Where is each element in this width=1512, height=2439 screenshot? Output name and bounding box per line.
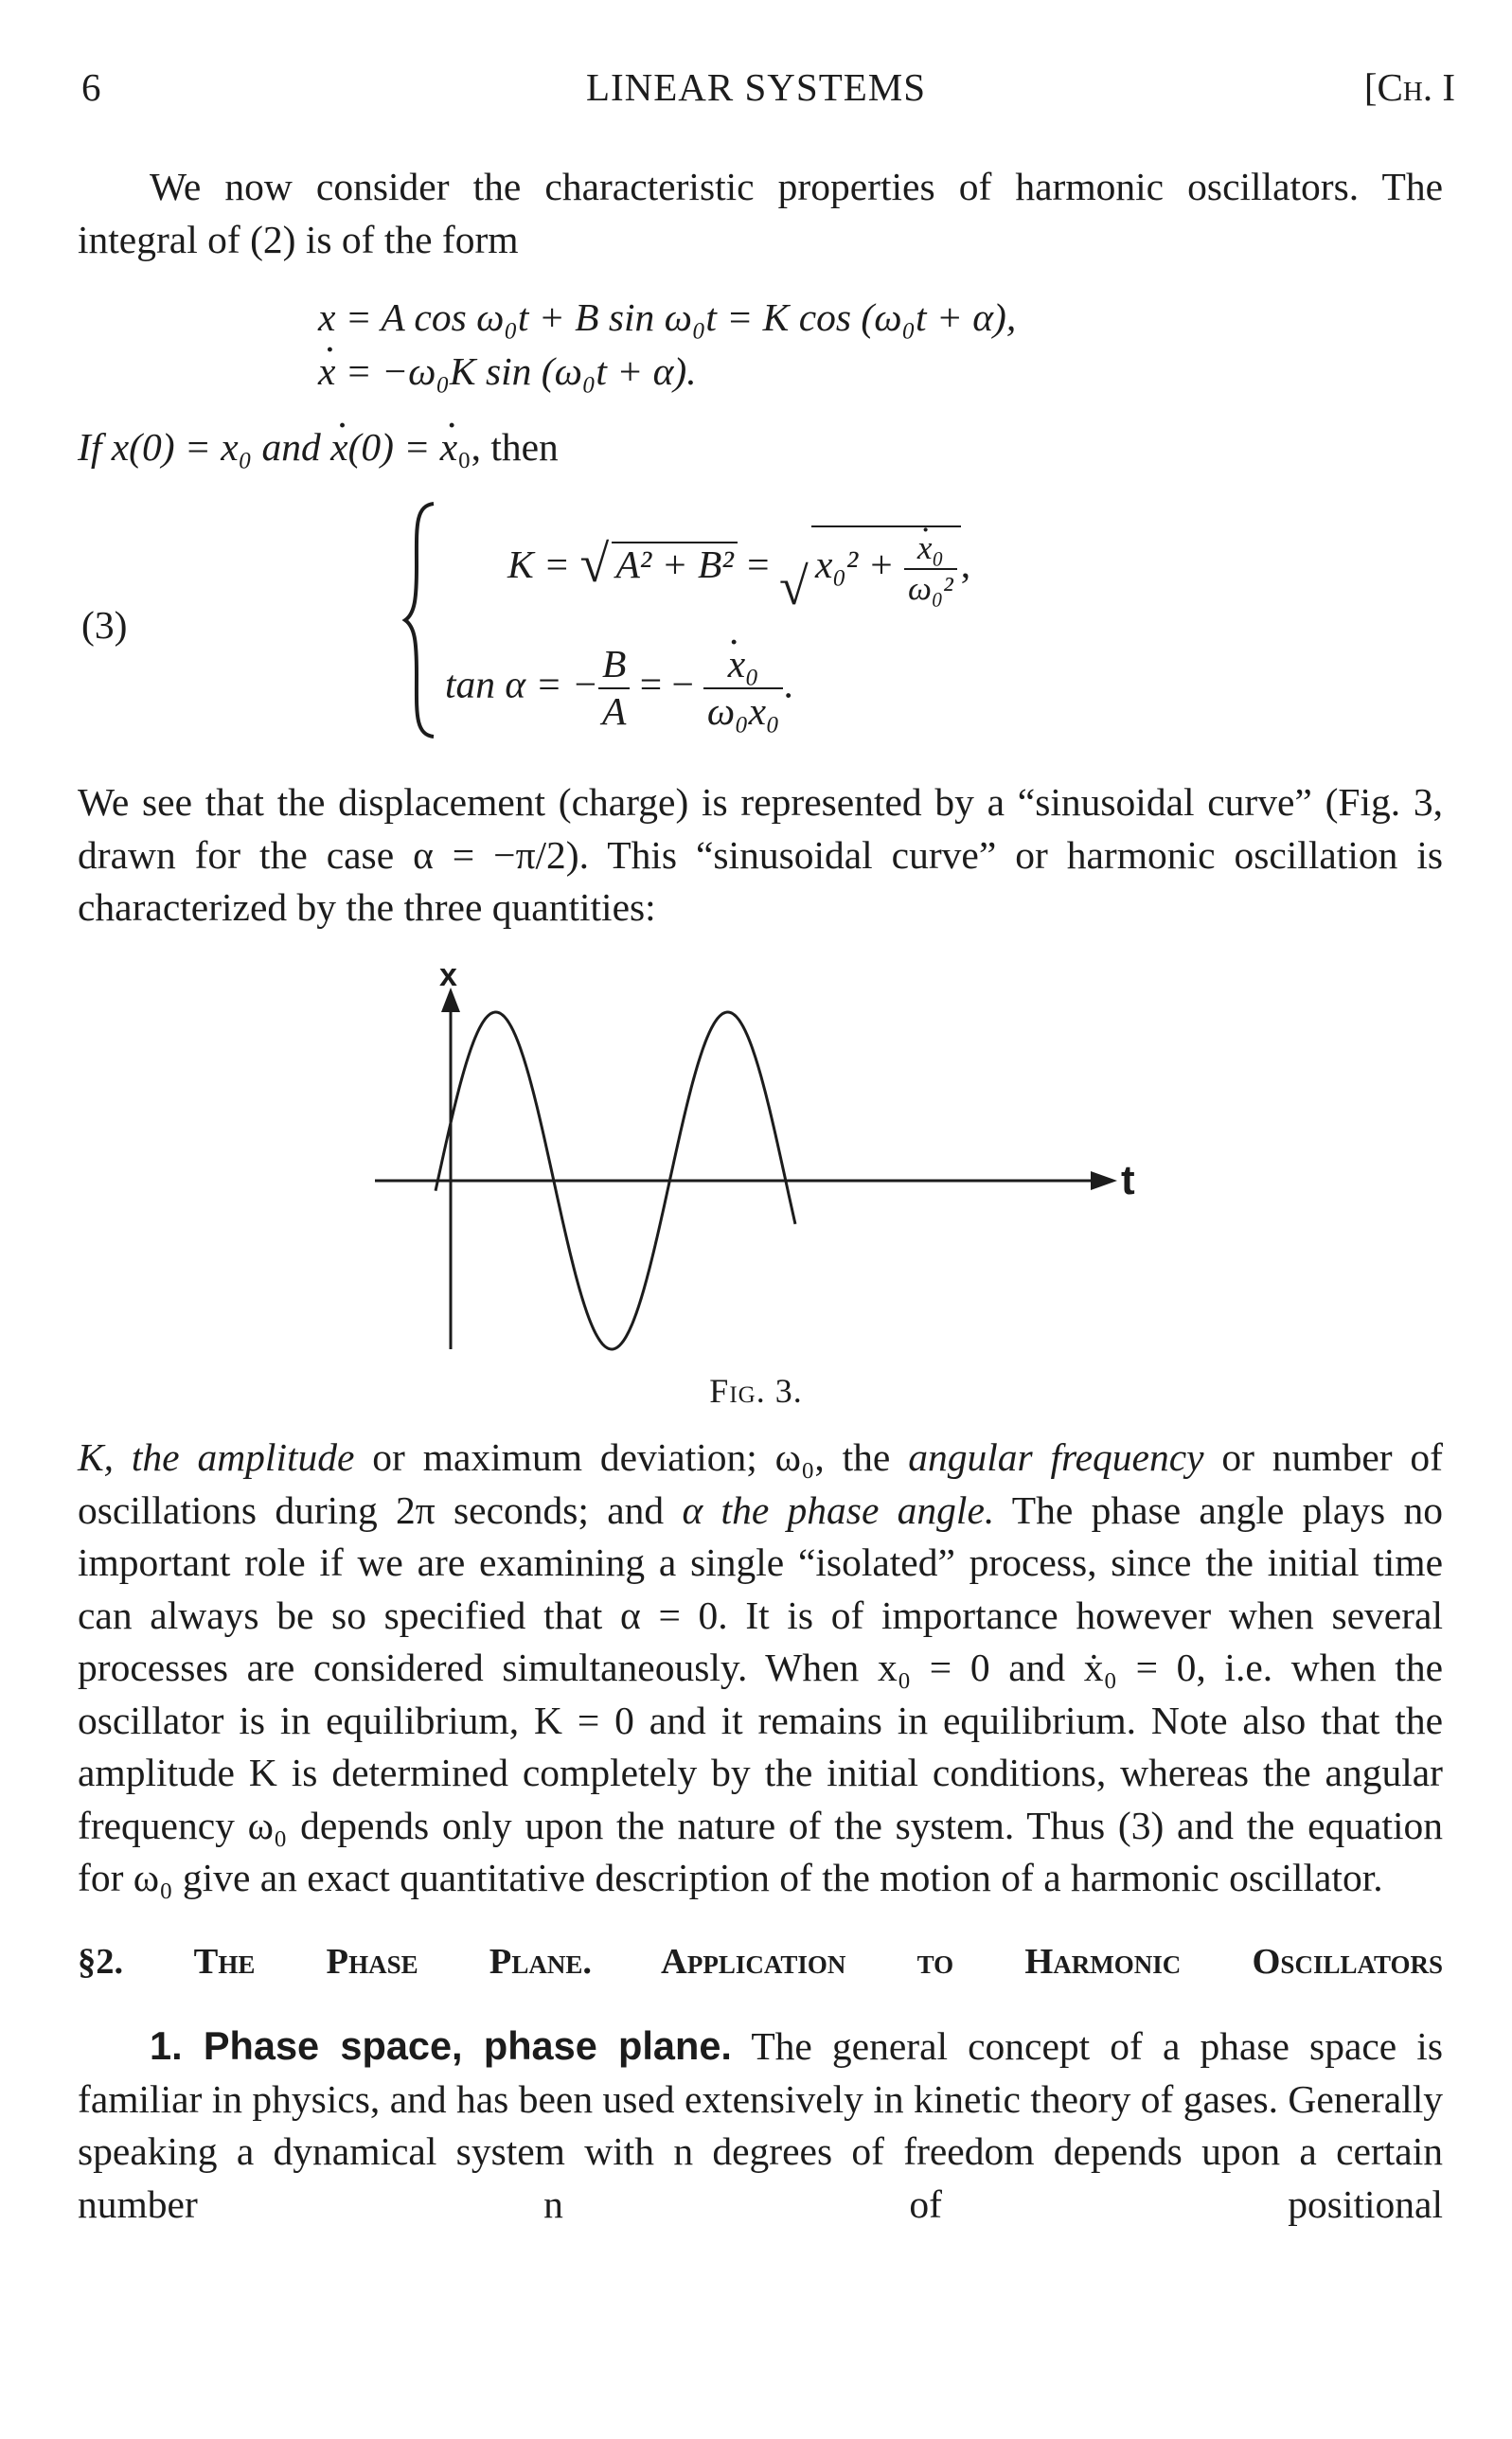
equation-number: (3) <box>81 603 128 647</box>
initial-conditions-line: If x(0) = x₀ and · x(0) = · x₀, then <box>78 428 559 468</box>
figure-sinusoid <box>360 952 1155 1359</box>
equation-displacement: x = A cos ω₀t + B sin ω₀t = K cos (ω₀t + α), <box>318 295 1017 339</box>
x-axis-arrow <box>1091 1171 1117 1190</box>
equation-phase-angle: tan α = − $\frac{B}{A}$ = − · $\frac{\text{x₀}}{\text{ω₀x₀}}$ . <box>445 642 793 734</box>
chapter-marker: [Ch. I <box>1363 65 1455 109</box>
paragraph-properties: K, the amplitude or maximum deviation; ω₀, the angular frequency or number of oscillations during 2π seconds; and α the phase angle. The phase angle plays no important role if we are examining a single “isolated” process, since the initial time can always be so specified that α = 0. It is of importance however when several processes are considered simultaneously. When x₀ = 0 and ẋ₀ = 0, i.e. when the oscillator is in equilibrium, K = 0 and it remains in equilibrium. Note also that the amplitude K is determined completely by the initial conditions, whereas the angular frequency ω₀ depends only upon the nature of the system. Thus (3) and the equation for ω₀ give an exact quantitative description of the motion of a harmonic oscillator. <box>78 1435 1443 1899</box>
equation-amplitude: K = √ A² + B² = √ x₀² + · $\frac{\text{x₀}}{\text{ω₀²}}$ , <box>507 525 970 608</box>
x-axis-label: t <box>1121 1157 1135 1203</box>
running-title: LINEAR SYSTEMS <box>585 65 927 109</box>
figure-caption: Fig. 3. <box>709 1372 803 1410</box>
left-brace <box>401 500 439 740</box>
y-axis-label: x <box>439 957 457 993</box>
paragraph-sinusoidal: We see that the displacement (charge) is represented by a “sinusoidal curve” (Fig. 3, drawn for the case α = −π/2). This “sinusoidal curve” or harmonic oscillation is characterized by the three quantities: <box>78 780 1443 929</box>
paragraph-intro: We now consider the characteristic properties of harmonic oscillators. The integral of (2) is of the form <box>78 165 1443 261</box>
section-heading: §2. The Phase Plane. Application to Harmonic Oscillators <box>78 1942 1443 1982</box>
page-number: 6 <box>81 65 101 109</box>
equation-velocity: · x = −ω₀K sin (ω₀t + α). <box>318 352 697 392</box>
paragraph-phase-space: 1. Phase space, phase plane. The general concept of a phase space is familiar in physics, and has been used extensively in kinetic theory of gases. Generally speaking a dynamical system with n degrees of freedom depends upon a certain number n of positional <box>78 2023 1443 2226</box>
